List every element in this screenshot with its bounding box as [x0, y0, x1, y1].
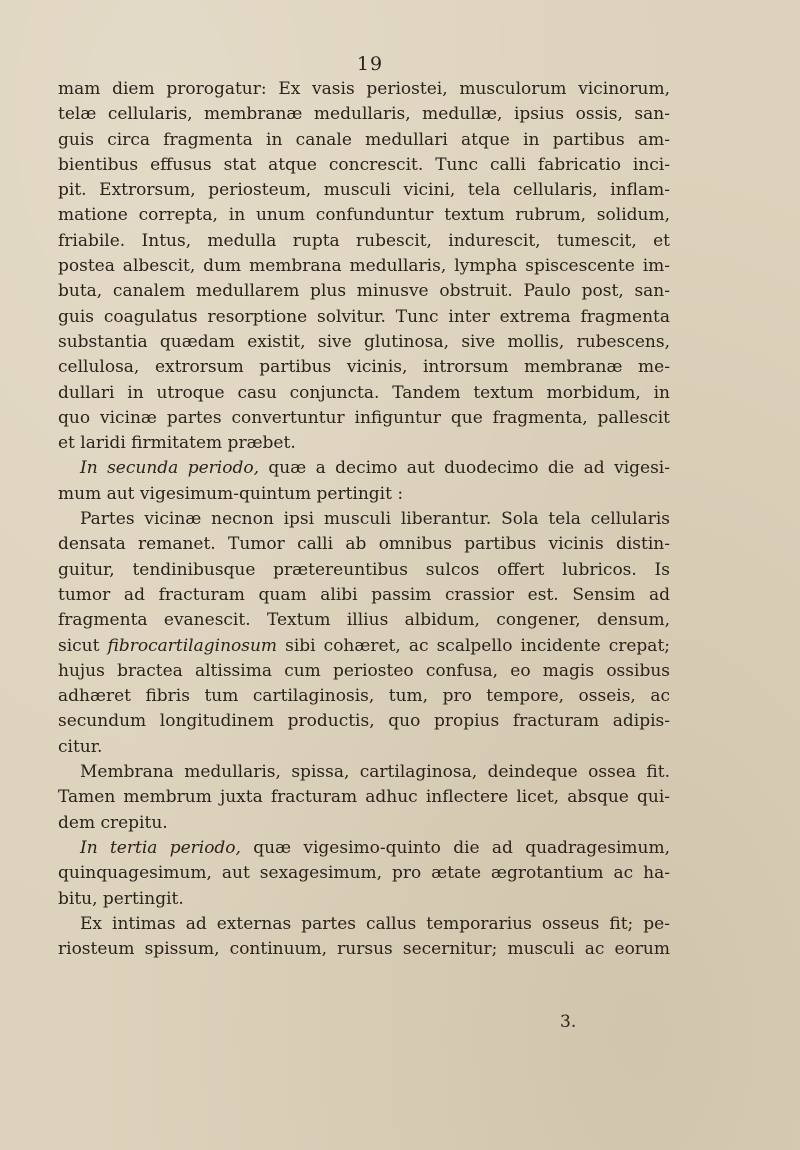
text-line: mam diem prorogatur: Ex vasis periostei, musculorum vicinorum,: [58, 79, 670, 99]
text-line: cellulosa, extrorsum partibus vicinis, introrsum membranæ me-: [58, 357, 670, 378]
text-line: Partes vicinæ necnon ipsi musculi liberantur. Sola tela cellularis: [80, 509, 670, 530]
text-line: densata remanet. Tumor calli ab omnibus partibus vicinis distin-: [58, 534, 670, 555]
text-line: adhæret fibris tum cartilaginosis, tum, pro tempore, osseis, ac: [58, 686, 670, 707]
text-line: pit. Extrorsum, periosteum, musculi vicini, tela cellularis, inflam-: [58, 180, 670, 201]
text-line: guitur, tendinibusque prætereuntibus sulcos offert lubricos. Is: [58, 559, 670, 580]
text-line: dem crepitu.: [58, 812, 168, 833]
text-line: guis coagulatus resorptione solvitur. Tunc inter extrema fragmenta: [58, 306, 670, 327]
text-line: telæ cellularis, membranæ medullaris, medullæ, ipsius ossis, san-: [58, 104, 670, 125]
catchword: 3.: [560, 1012, 577, 1032]
text-line: substantia quædam existit, sive glutinosa, sive mollis, rubescens,: [58, 331, 670, 352]
text-line: Tamen membrum juxta fracturam adhuc inflectere licet, absque qui-: [58, 787, 670, 808]
text-line: postea albescit, dum membrana medullaris, lympha spiscescente im-: [58, 256, 670, 277]
text-line: mum aut vigesimum-quintum pertingit :: [58, 483, 404, 504]
text-line: dullari in utroque casu conjuncta. Tandem textum morbidum, in: [58, 382, 670, 403]
text-line: quinquagesimum, aut sexagesimum, pro ætate ægrotantium ac ha-: [58, 863, 670, 884]
text-span: sicut: [58, 635, 108, 656]
text-line: [58, 456, 670, 481]
text-line: fragmenta evanescit. Textum illius albidum, congener, densum,: [58, 610, 670, 631]
text-line: riosteum spissum, continuum, rursus secernitur; musculi ac eorum: [58, 939, 670, 960]
text-line: secundum longitudinem productis, quo propius fracturam adipis-: [58, 711, 670, 732]
body-text: [58, 77, 670, 962]
text-span: sibi cohæret, ac scalpello incidente crepat;: [277, 635, 671, 656]
section-heading-italic: In tertia periodo,: [80, 837, 241, 858]
italic-term: fibrocartilaginosum: [107, 635, 278, 656]
text-line: guis circa fragmenta in canale medullari atque in partibus am-: [58, 129, 670, 150]
text-line: bientibus effusus stat atque concrescit. Tunc calli fabricatio inci-: [58, 154, 670, 175]
text-line: [58, 836, 670, 861]
text-line: [58, 634, 670, 659]
text-line: Membrana medullaris, spissa, cartilaginosa, deindeque ossea fit.: [80, 762, 670, 783]
text-line: buta, canalem medullarem plus minusve obstruit. Paulo post, san-: [58, 281, 670, 302]
page-number: 19: [356, 53, 384, 75]
text-line: et laridi firmitatem præbet.: [58, 433, 296, 454]
text-line: tumor ad fracturam quam alibi passim crassior est. Sensim ad: [58, 584, 670, 605]
text-line: citur.: [58, 736, 103, 757]
text-span: quæ a decimo aut duodecimo die ad vigesi-: [258, 458, 670, 479]
text-line: bitu, pertingit.: [58, 888, 184, 909]
text-span: quæ vigesimo-quinto die ad quadragesimum,: [240, 837, 671, 858]
text-line: friabile. Intus, medulla rupta rubescit, indurescit, tumescit, et: [58, 230, 670, 251]
text-line: Ex intimas ad externas partes callus temporarius osseus fit; pe-: [80, 913, 670, 934]
section-heading-italic: In secunda periodo,: [80, 458, 259, 479]
text-line: hujus bractea altissima cum periosteo confusa, eo magis ossibus: [58, 660, 670, 681]
text-line: matione correpta, in unum confunduntur textum rubrum, solidum,: [58, 205, 670, 226]
text-line: quo vicinæ partes convertuntur infiguntur que fragmenta, pallescit: [58, 407, 670, 428]
